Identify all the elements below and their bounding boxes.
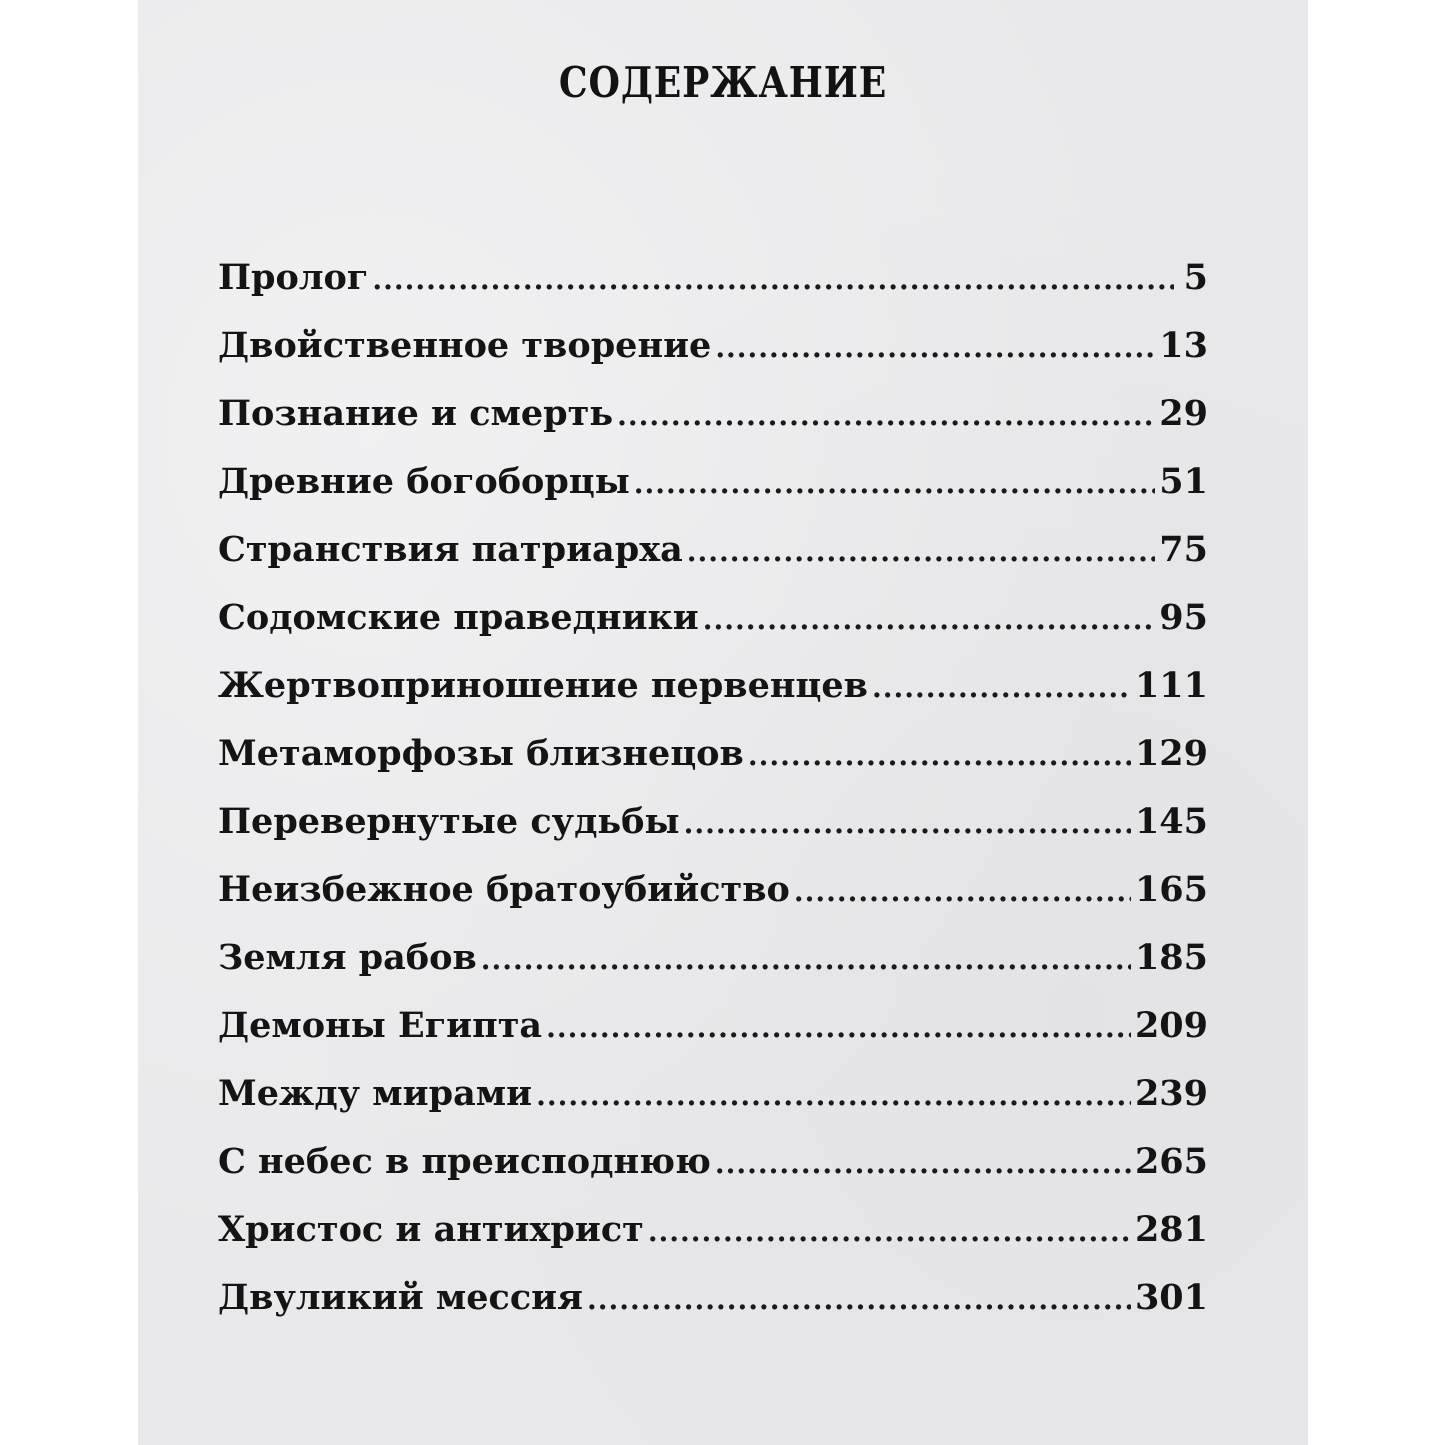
toc-entry-page: 75 <box>1159 529 1208 570</box>
toc-entry-page: 265 <box>1134 1141 1208 1182</box>
toc-entry-title: Содомские праведники <box>218 597 699 638</box>
toc-entry-page: 129 <box>1134 733 1208 774</box>
toc-entry <box>218 257 1208 325</box>
toc-entry-title: Двойственное творение <box>218 325 712 366</box>
toc-entry-title: С небес в преисподнюю <box>218 1141 711 1182</box>
toc-entry-title: Христос и антихрист <box>218 1209 644 1250</box>
dot-leader <box>872 671 1131 704</box>
dot-leader <box>648 1215 1131 1248</box>
toc-entry-title: Познание и смерть <box>218 393 614 434</box>
toc-entry <box>218 529 1208 597</box>
toc-entry-title: Двуликий мессия <box>218 1277 583 1318</box>
toc-entry <box>218 937 1208 1005</box>
toc-entry-title: Демоны Египта <box>218 1005 543 1046</box>
toc-entry-page: 111 <box>1134 665 1208 706</box>
book-page <box>138 0 1308 1445</box>
toc-entry <box>218 461 1208 529</box>
toc-entry <box>218 733 1208 801</box>
toc-entry-title: Неизбежное братоубийство <box>218 869 790 910</box>
toc-entry <box>218 1141 1208 1209</box>
toc-entry <box>218 1209 1208 1277</box>
toc-entry <box>218 597 1208 665</box>
dot-leader <box>703 603 1156 636</box>
toc-entry-page: 5 <box>1183 257 1208 298</box>
toc-entry-title: Пролог <box>218 257 369 298</box>
toc-entry-title: Странствия патриарха <box>218 529 683 570</box>
dot-leader <box>372 263 1174 296</box>
toc-entry-title: Жертвоприношение первенцев <box>218 665 868 706</box>
dot-leader <box>794 875 1131 908</box>
toc-entry-page: 209 <box>1134 1005 1208 1046</box>
dot-leader <box>748 739 1131 772</box>
dot-leader <box>481 943 1131 976</box>
toc-entry-title: Метаморфозы близнецов <box>218 733 744 774</box>
toc-entry-title: Древние богоборцы <box>218 461 630 502</box>
toc-entry-title: Между мирами <box>218 1073 533 1114</box>
dot-leader <box>687 535 1156 568</box>
page-title: СОДЕРЖАНИЕ <box>558 58 888 107</box>
toc-entry-page: 13 <box>1159 325 1208 366</box>
toc-entry-page: 165 <box>1134 869 1208 910</box>
toc-entry-page: 145 <box>1134 801 1208 842</box>
dot-leader <box>715 331 1155 364</box>
dot-leader <box>715 1147 1131 1180</box>
toc-entry-page: 51 <box>1159 461 1208 502</box>
toc-entry <box>218 393 1208 461</box>
toc-entry-page: 301 <box>1134 1277 1208 1318</box>
toc-entry <box>218 869 1208 937</box>
toc-entry-page: 239 <box>1134 1073 1208 1114</box>
toc-entry <box>218 1005 1208 1073</box>
toc-entry-title: Земля рабов <box>218 937 477 978</box>
dot-leader <box>536 1079 1131 1112</box>
toc-entry <box>218 1277 1208 1345</box>
dot-leader <box>617 399 1155 432</box>
toc-entry-page: 95 <box>1159 597 1208 638</box>
toc-entry <box>218 325 1208 393</box>
toc-entry <box>218 1073 1208 1141</box>
toc-entry <box>218 801 1208 869</box>
table-of-contents <box>218 257 1208 1345</box>
toc-entry-title: Перевернутые судьбы <box>218 801 680 842</box>
toc-entry-page: 281 <box>1134 1209 1208 1250</box>
dot-leader <box>684 807 1131 840</box>
toc-entry-page: 185 <box>1134 937 1208 978</box>
dot-leader <box>546 1011 1131 1044</box>
dot-leader <box>587 1283 1131 1316</box>
dot-leader <box>634 467 1155 500</box>
toc-entry-page: 29 <box>1159 393 1208 434</box>
toc-entry <box>218 665 1208 733</box>
